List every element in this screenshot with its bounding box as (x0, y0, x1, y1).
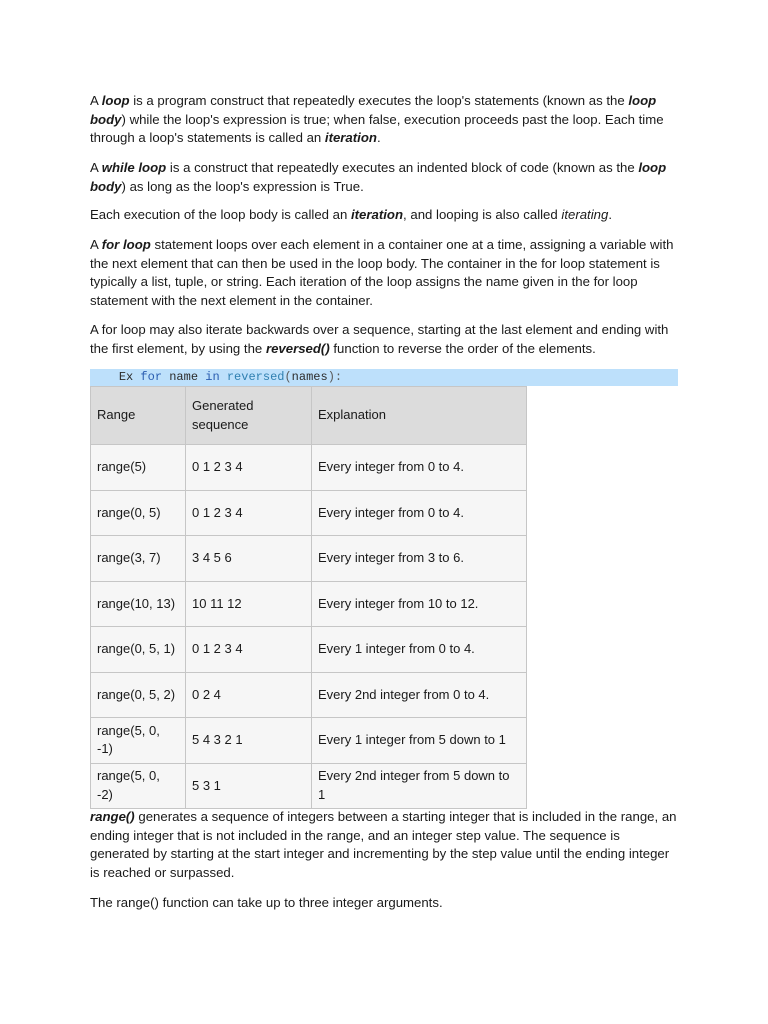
code-prefix: Ex (118, 370, 141, 384)
header-generated-sequence: Generated sequence (186, 387, 312, 445)
text-run: ) while the loop's expression is true; when false, execution proceeds past the loop. Each time through a loop's statements is called an (90, 111, 664, 145)
cell-explanation: Every integer from 0 to 4. (312, 490, 527, 536)
cell-sequence: 0 1 2 3 4 (186, 445, 312, 491)
text-run: function to reverse the order of the elements. (329, 340, 596, 356)
term-reversed: reversed() (265, 340, 330, 356)
text-run: . (376, 130, 381, 145)
term-while-loop: while loop (101, 160, 167, 175)
code-keyword-in: in (205, 370, 220, 384)
cell-range: range(5, 0, -1) (91, 718, 186, 764)
table-row (91, 718, 527, 764)
cell-range: range(0, 5, 1) (91, 627, 186, 673)
table-row (91, 627, 527, 673)
table-row (91, 536, 527, 582)
cell-sequence: 0 1 2 3 4 (186, 490, 312, 536)
code-keyword-for: for (140, 370, 163, 384)
term-iteration: iteration (324, 130, 377, 145)
cell-range: range(0, 5) (91, 490, 186, 536)
table-row (91, 672, 527, 718)
term-iteration: iteration (351, 207, 404, 222)
term-loop-body: loop body (90, 93, 657, 127)
cell-sequence: 5 3 1 (186, 763, 312, 809)
cell-sequence: 0 1 2 3 4 (186, 627, 312, 673)
paragraph-reversed (90, 321, 680, 358)
text-run: A (90, 160, 102, 175)
paragraph-range-description (90, 808, 682, 882)
text-run: is a program construct that repeatedly executes the loop's statements (known as the (129, 93, 629, 108)
text-run: is a construct that repeatedly executes an indented block of code (known as the (166, 160, 639, 175)
term-range: range() (90, 809, 135, 824)
text-run: generates a sequence of integers between a starting integer that is included in the range, an ending integer that is not included in the range, and an integer step value. The sequence is generated by starting at the start integer and incrementing by the step value until the ending integer is reached or surpassed. (90, 809, 677, 880)
code-variable: name (162, 370, 206, 384)
cell-explanation: Every integer from 3 to 6. (312, 536, 527, 582)
code-function: reversed (219, 370, 285, 384)
cell-range: range(10, 13) (91, 581, 186, 627)
cell-sequence: 0 2 4 (186, 672, 312, 718)
range-table (90, 386, 527, 809)
table-row (91, 490, 527, 536)
cell-sequence: 3 4 5 6 (186, 536, 312, 582)
cell-range: range(5) (91, 445, 186, 491)
paragraph-range-arguments: The range() function can take up to three integer arguments. (90, 895, 443, 910)
term-loop-body: loop body (90, 160, 667, 194)
paragraph-for-loop (90, 236, 680, 310)
text-run: statement loops over each element in a container one at a time, assigning a variable with the next element that can then be used in the loop body. The container in the for loop statement is typically a list, tuple, or string. Each iteration of the loop assigns the name given in the for loop statement with the next element in the container. (90, 237, 674, 308)
table-header-row (91, 387, 527, 445)
code-paren: ( (284, 370, 292, 384)
text-run: A for loop may also iterate backwards over a sequence, starting at the last element and ending with the first element, by using the (90, 322, 669, 356)
cell-range: range(3, 7) (91, 536, 186, 582)
text-run: Each execution of the loop body is called an (90, 207, 351, 222)
table-row (91, 581, 527, 627)
cell-range: range(0, 5, 2) (91, 672, 186, 718)
cell-explanation: Every 2nd integer from 5 down to 1 (312, 763, 527, 809)
cell-explanation: Every integer from 0 to 4. (312, 445, 527, 491)
header-explanation: Explanation (312, 387, 527, 445)
cell-range: range(5, 0, -2) (91, 763, 186, 809)
text-run: , and looping is also called (403, 207, 562, 222)
term-iterating: iterating (561, 207, 609, 222)
paragraph-while-loop (90, 159, 680, 196)
code-argument: names (291, 370, 328, 384)
code-suffix: ): (327, 370, 343, 384)
term-for-loop: for loop (101, 237, 151, 252)
text-run: A (90, 93, 102, 108)
text-run: ) as long as the loop's expression is True. (121, 178, 364, 194)
cell-sequence: 10 11 12 (186, 581, 312, 627)
header-range: Range (91, 387, 186, 445)
table-row (91, 763, 527, 809)
cell-explanation: Every 1 integer from 5 down to 1 (312, 718, 527, 764)
text-run: . (608, 207, 612, 222)
cell-sequence: 5 4 3 2 1 (186, 718, 312, 764)
text-run: A (90, 237, 102, 252)
term-loop: loop (101, 93, 130, 108)
paragraph-iteration (90, 206, 680, 225)
cell-explanation: Every 2nd integer from 0 to 4. (312, 672, 527, 718)
code-example-bar (90, 369, 678, 386)
cell-explanation: Every 1 integer from 0 to 4. (312, 627, 527, 673)
paragraph-loop-definition (90, 92, 680, 148)
cell-explanation: Every integer from 10 to 12. (312, 581, 527, 627)
table-row (91, 445, 527, 491)
